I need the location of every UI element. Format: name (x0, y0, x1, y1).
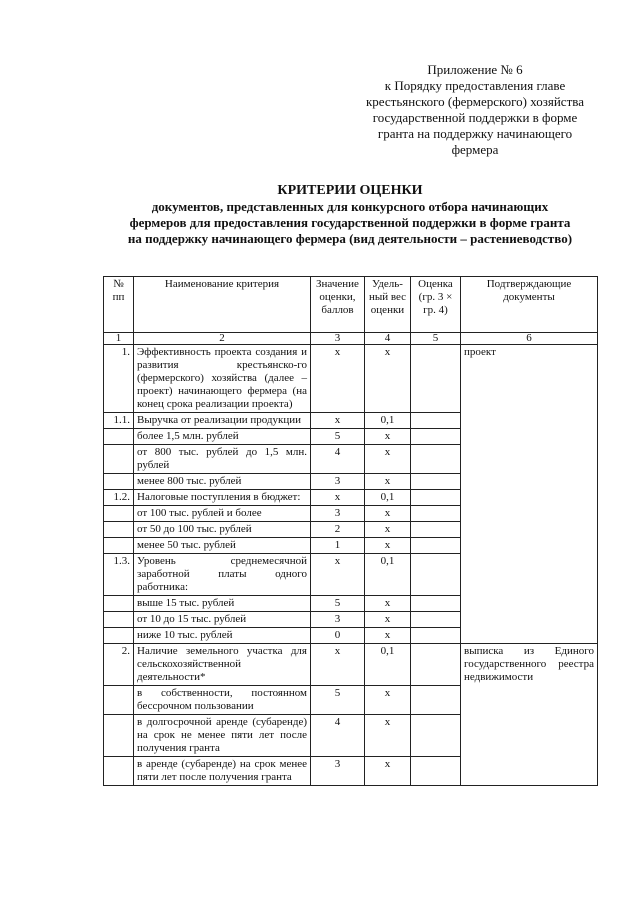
row-score (411, 644, 461, 686)
row-num (104, 429, 134, 445)
row-weight: х (365, 757, 411, 786)
row-num: 1.2. (104, 490, 134, 506)
row-value: 5 (311, 596, 365, 612)
row-name: менее 50 тыс. рублей (134, 538, 311, 554)
row-weight: х (365, 628, 411, 644)
row-weight: х (365, 686, 411, 715)
row-weight: х (365, 715, 411, 757)
row-value: 2 (311, 522, 365, 538)
column-number: 6 (461, 333, 598, 345)
row-num (104, 522, 134, 538)
row-num: 2. (104, 644, 134, 686)
column-number: 3 (311, 333, 365, 345)
supporting-doc-project: проект (461, 345, 598, 644)
row-name: от 100 тыс. рублей и более (134, 506, 311, 522)
row-score (411, 506, 461, 522)
document-title: КРИТЕРИИ ОЦЕНКИ (277, 183, 423, 198)
row-weight: х (365, 345, 411, 413)
row-name: Выручка от реализации продукции (134, 413, 311, 429)
row-num (104, 445, 134, 474)
column-number: 5 (411, 333, 461, 345)
row-score (411, 490, 461, 506)
row-name: от 800 тыс. рублей до 1,5 млн. рублей (134, 445, 311, 474)
appendix-note (350, 62, 600, 158)
row-score (411, 686, 461, 715)
header-name: Наименование критерия (134, 277, 311, 333)
row-score (411, 596, 461, 612)
row-weight: 0,1 (365, 490, 411, 506)
row-num (104, 538, 134, 554)
row-num: 1. (104, 345, 134, 413)
row-name: в аренде (субаренде) на срок менее пяти лет после получения гранта (134, 757, 311, 786)
row-score (411, 413, 461, 429)
column-numbers-row (104, 333, 598, 345)
row-name: менее 800 тыс. рублей (134, 474, 311, 490)
header-weight: Удель-ный вес оценки (365, 277, 411, 333)
supporting-doc-registry: выписка из Единого государственного реестра недвижимости (461, 644, 598, 786)
row-name: ниже 10 тыс. рублей (134, 628, 311, 644)
row-value: 5 (311, 686, 365, 715)
row-value: 0 (311, 628, 365, 644)
row-score (411, 715, 461, 757)
subtitle-line: фермеров для предоставления государственной поддержки в форме гранта (129, 215, 571, 230)
row-value: х (311, 345, 365, 413)
row-score (411, 345, 461, 413)
row-num: 1.3. (104, 554, 134, 596)
row-score (411, 445, 461, 474)
appendix-line: к Порядку предоставления главе (384, 78, 566, 93)
row-score (411, 554, 461, 596)
row-name: в собственности, постоянном бессрочном пользовании (134, 686, 311, 715)
column-number: 2 (134, 333, 311, 345)
header-docs: Подтверждающие документы (461, 277, 598, 333)
row-score (411, 757, 461, 786)
row-num (104, 686, 134, 715)
row-num (104, 596, 134, 612)
row-weight: х (365, 538, 411, 554)
row-value: 3 (311, 506, 365, 522)
row-weight: х (365, 596, 411, 612)
row-num (104, 506, 134, 522)
row-value: 4 (311, 445, 365, 474)
row-weight: х (365, 429, 411, 445)
row-value: 3 (311, 474, 365, 490)
column-number: 1 (104, 333, 134, 345)
row-value: 3 (311, 757, 365, 786)
row-weight: х (365, 612, 411, 628)
row-value: х (311, 644, 365, 686)
row-num (104, 612, 134, 628)
row-score (411, 522, 461, 538)
row-weight: 0,1 (365, 644, 411, 686)
row-weight: 0,1 (365, 413, 411, 429)
row-value: х (311, 554, 365, 596)
row-name: Эффективность проекта создания и развития крестьянско-го (фермерского) хозяйства (далее – проект) начинающего фермера (на конец срока реализации проекта) (134, 345, 311, 413)
row-score (411, 612, 461, 628)
appendix-line: Приложение № 6 (427, 62, 523, 77)
row-num (104, 715, 134, 757)
row-name: от 50 до 100 тыс. рублей (134, 522, 311, 538)
row-weight: х (365, 506, 411, 522)
row-num (104, 474, 134, 490)
header-num: № пп (104, 277, 134, 333)
row-weight: 0,1 (365, 554, 411, 596)
row-value: 4 (311, 715, 365, 757)
row-name: в долгосрочной аренде (субаренде) на срок не менее пяти лет после получения гранта (134, 715, 311, 757)
row-value: х (311, 490, 365, 506)
row-name: выше 15 тыс. рублей (134, 596, 311, 612)
row-score (411, 429, 461, 445)
row-value: х (311, 413, 365, 429)
subtitle-line: документов, представленных для конкурсного отбора начинающих (151, 199, 549, 214)
row-weight: х (365, 474, 411, 490)
row-score (411, 628, 461, 644)
table-row (104, 345, 598, 413)
row-name: Наличие земельного участка для сельскохозяйственной деятельности* (134, 644, 311, 686)
row-value: 5 (311, 429, 365, 445)
row-weight: х (365, 522, 411, 538)
appendix-line: фермера (451, 142, 499, 157)
header-value: Значение оценки, баллов (311, 277, 365, 333)
row-value: 1 (311, 538, 365, 554)
row-score (411, 538, 461, 554)
subtitle-line: на поддержку начинающего фермера (вид деятельности – растениеводство) (127, 231, 573, 246)
table-row (104, 644, 598, 686)
row-name: от 10 до 15 тыс. рублей (134, 612, 311, 628)
column-number: 4 (365, 333, 411, 345)
appendix-line: крестьянского (фермерского) хозяйства (365, 94, 584, 109)
row-weight: х (365, 445, 411, 474)
row-num (104, 628, 134, 644)
row-num (104, 757, 134, 786)
row-name: Уровень среднемесячной заработной платы одного работника: (134, 554, 311, 596)
row-value: 3 (311, 612, 365, 628)
row-name: Налоговые поступления в бюджет: (134, 490, 311, 506)
table-header-row (104, 277, 598, 333)
criteria-table (103, 276, 598, 786)
row-num: 1.1. (104, 413, 134, 429)
appendix-line: гранта на поддержку начинающего (377, 126, 573, 141)
header-score: Оценка (гр. 3 × гр. 4) (411, 277, 461, 333)
document-subtitle (95, 199, 605, 247)
row-score (411, 474, 461, 490)
appendix-line: государственной поддержки в форме (372, 110, 578, 125)
row-name: более 1,5 млн. рублей (134, 429, 311, 445)
